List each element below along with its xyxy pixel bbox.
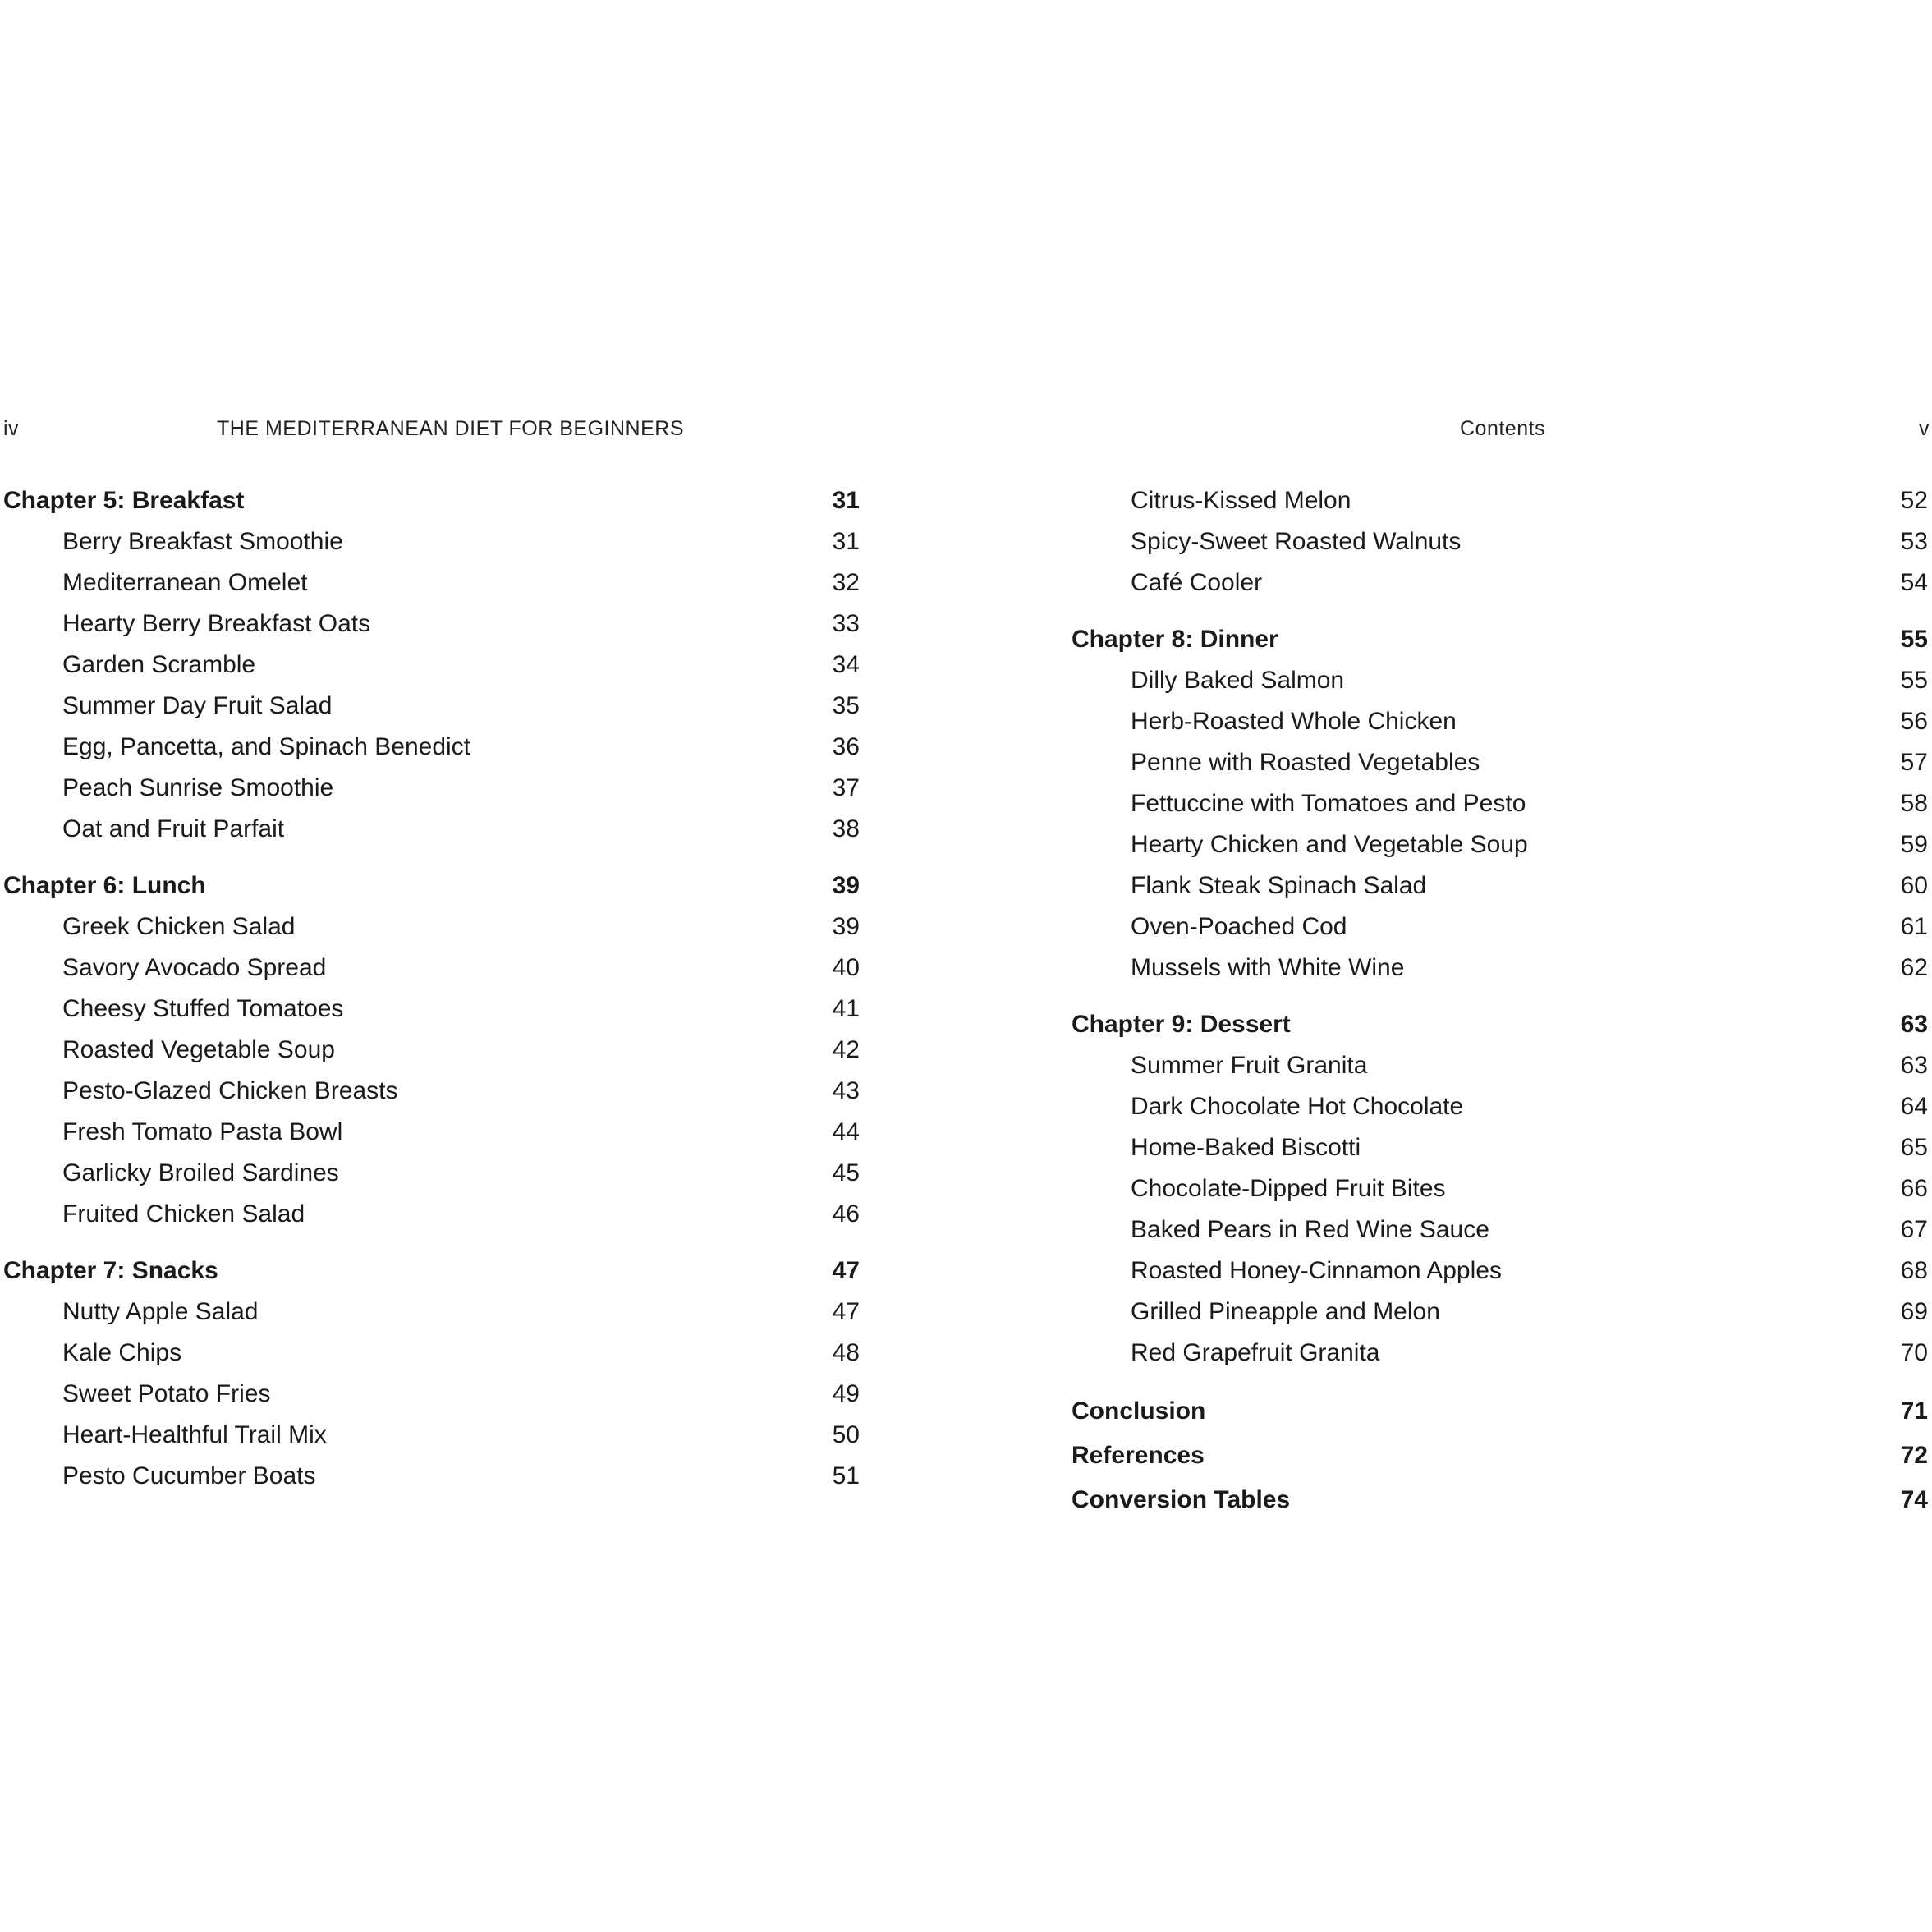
- backmatter-entry-references[interactable]: [1072, 1434, 1928, 1478]
- toc-entry[interactable]: [1072, 1127, 1928, 1168]
- entry-title: Café Cooler: [1131, 569, 1263, 596]
- entry-page-number: 35: [832, 692, 860, 719]
- entry-page-number: 68: [1900, 1257, 1928, 1284]
- chapter-heading[interactable]: [3, 480, 860, 521]
- toc-entry[interactable]: [3, 989, 860, 1030]
- toc-entry[interactable]: [1072, 1168, 1928, 1209]
- entry-page-number: 60: [1900, 872, 1928, 899]
- entry-page-number: 52: [1900, 487, 1928, 514]
- entry-page-number: 55: [1900, 667, 1928, 694]
- entry-title: Baked Pears in Red Wine Sauce: [1131, 1216, 1489, 1243]
- entry-page-number: 53: [1900, 528, 1928, 555]
- toc-entry[interactable]: [1072, 1086, 1928, 1127]
- toc-entry[interactable]: [1072, 824, 1928, 865]
- entry-page-number: 36: [832, 733, 860, 760]
- left-running-title: THE MEDITERRANEAN DIET FOR BEGINNERS: [217, 417, 684, 440]
- toc-entry[interactable]: [3, 1153, 860, 1194]
- toc-entry[interactable]: [3, 1030, 860, 1071]
- chapter-title: Chapter 6: Lunch: [3, 872, 206, 899]
- chapter-page-number: 47: [832, 1257, 860, 1284]
- entry-title: Garlicky Broiled Sardines: [62, 1159, 339, 1186]
- toc-entry[interactable]: [1072, 1292, 1928, 1333]
- toc-entry[interactable]: [1072, 1333, 1928, 1374]
- entry-title: Mediterranean Omelet: [62, 569, 308, 596]
- toc-entry[interactable]: [3, 1071, 860, 1112]
- entry-page-number: 67: [1900, 1216, 1928, 1243]
- toc-entry[interactable]: [3, 906, 860, 948]
- entry-title: Dilly Baked Salmon: [1131, 667, 1345, 694]
- entry-title: Egg, Pancetta, and Spinach Benedict: [62, 733, 471, 760]
- chapter-title: Chapter 7: Snacks: [3, 1257, 218, 1284]
- entry-page-number: 40: [832, 954, 860, 981]
- entry-page-number: 39: [832, 913, 860, 940]
- entry-title: Cheesy Stuffed Tomatoes: [62, 995, 344, 1022]
- entry-title: Pesto-Glazed Chicken Breasts: [62, 1077, 398, 1104]
- entry-page-number: 54: [1900, 569, 1928, 596]
- toc-entry[interactable]: [3, 645, 860, 686]
- entry-title: Garden Scramble: [62, 651, 256, 678]
- entry-page-number: 70: [1900, 1339, 1928, 1366]
- entry-title: Citrus-Kissed Melon: [1131, 487, 1351, 514]
- toc-section-dessert: [1072, 1004, 1928, 1374]
- toc-entry[interactable]: [1072, 480, 1928, 521]
- entry-title: Grilled Pineapple and Melon: [1131, 1298, 1440, 1325]
- entry-page-number: 49: [832, 1380, 860, 1407]
- toc-entry[interactable]: [3, 1456, 860, 1497]
- entry-page-number: 56: [1900, 708, 1928, 735]
- entry-title: Flank Steak Spinach Salad: [1131, 872, 1427, 899]
- entry-page-number: 41: [832, 995, 860, 1022]
- backmatter-title: References: [1072, 1442, 1205, 1469]
- entry-title: Hearty Chicken and Vegetable Soup: [1131, 831, 1528, 858]
- entry-page-number: 51: [832, 1462, 860, 1489]
- entry-title: Nutty Apple Salad: [62, 1298, 259, 1325]
- toc-entry[interactable]: [1072, 562, 1928, 603]
- chapter-heading[interactable]: [3, 865, 860, 906]
- toc-entry[interactable]: [1072, 742, 1928, 783]
- backmatter-entry-conversion-tables[interactable]: [1072, 1478, 1928, 1522]
- entry-page-number: 61: [1900, 913, 1928, 940]
- entry-title: Fruited Chicken Salad: [62, 1200, 305, 1228]
- toc-entry[interactable]: [3, 603, 860, 645]
- backmatter-title: Conversion Tables: [1072, 1486, 1291, 1513]
- chapter-heading[interactable]: [1072, 1004, 1928, 1045]
- entry-title: Summer Fruit Granita: [1131, 1052, 1368, 1079]
- right-page-number: v: [1919, 417, 1930, 440]
- toc-entry[interactable]: [1072, 660, 1928, 701]
- toc-entry[interactable]: [1072, 521, 1928, 562]
- entry-page-number: 63: [1900, 1052, 1928, 1079]
- backmatter-page-number: 72: [1900, 1442, 1928, 1469]
- entry-title: Home-Baked Biscotti: [1131, 1134, 1361, 1161]
- chapter-heading[interactable]: [1072, 619, 1928, 660]
- entry-page-number: 66: [1900, 1175, 1928, 1202]
- toc-section-snacks: [3, 1251, 860, 1497]
- entry-page-number: 47: [832, 1298, 860, 1325]
- entry-page-number: 69: [1900, 1298, 1928, 1325]
- toc-entry[interactable]: [3, 1194, 860, 1235]
- chapter-page-number: 31: [832, 487, 860, 514]
- toc-entry[interactable]: [3, 809, 860, 850]
- toc-entry[interactable]: [3, 727, 860, 768]
- entry-title: Herb-Roasted Whole Chicken: [1131, 708, 1457, 735]
- entry-title: Roasted Vegetable Soup: [62, 1036, 335, 1063]
- left-toc-column: [3, 480, 860, 1512]
- entry-page-number: 59: [1900, 831, 1928, 858]
- toc-entry[interactable]: [1072, 783, 1928, 824]
- toc-backmatter: [1072, 1389, 1928, 1522]
- toc-entry[interactable]: [1072, 906, 1928, 948]
- backmatter-page-number: 74: [1900, 1486, 1928, 1513]
- entry-page-number: 46: [832, 1200, 860, 1228]
- chapter-heading[interactable]: [3, 1251, 860, 1292]
- entry-title: Chocolate-Dipped Fruit Bites: [1131, 1175, 1446, 1202]
- toc-entry[interactable]: [3, 1374, 860, 1415]
- entry-page-number: 62: [1900, 954, 1928, 981]
- toc-entry[interactable]: [3, 1415, 860, 1456]
- entry-page-number: 57: [1900, 749, 1928, 776]
- entry-page-number: 42: [832, 1036, 860, 1063]
- entry-title: Berry Breakfast Smoothie: [62, 528, 343, 555]
- entry-title: Kale Chips: [62, 1339, 182, 1366]
- chapter-page-number: 63: [1900, 1011, 1928, 1038]
- entry-title: Spicy-Sweet Roasted Walnuts: [1131, 528, 1462, 555]
- right-running-title: Contents: [1460, 417, 1546, 440]
- toc-entry[interactable]: [3, 1333, 860, 1374]
- entry-page-number: 37: [832, 774, 860, 801]
- entry-page-number: 45: [832, 1159, 860, 1186]
- chapter-title: Chapter 5: Breakfast: [3, 487, 245, 514]
- entry-title: Penne with Roasted Vegetables: [1131, 749, 1480, 776]
- entry-title: Summer Day Fruit Salad: [62, 692, 333, 719]
- entry-page-number: 65: [1900, 1134, 1928, 1161]
- entry-title: Red Grapefruit Granita: [1131, 1339, 1380, 1366]
- entry-title: Fresh Tomato Pasta Bowl: [62, 1118, 343, 1145]
- entry-title: Greek Chicken Salad: [62, 913, 296, 940]
- entry-page-number: 34: [832, 651, 860, 678]
- entry-title: Fettuccine with Tomatoes and Pesto: [1131, 790, 1526, 817]
- toc-entry[interactable]: [1072, 1209, 1928, 1251]
- toc-entry[interactable]: [1072, 948, 1928, 989]
- toc-entry[interactable]: [3, 1112, 860, 1153]
- entry-page-number: 38: [832, 815, 860, 842]
- entry-title: Oven-Poached Cod: [1131, 913, 1347, 940]
- entry-title: Roasted Honey-Cinnamon Apples: [1131, 1257, 1502, 1284]
- entry-page-number: 33: [832, 610, 860, 637]
- toc-entry[interactable]: [3, 768, 860, 809]
- toc-entry[interactable]: [1072, 1045, 1928, 1086]
- toc-entry[interactable]: [1072, 1251, 1928, 1292]
- backmatter-page-number: 71: [1900, 1397, 1928, 1425]
- entry-page-number: 31: [832, 528, 860, 555]
- entry-page-number: 32: [832, 569, 860, 596]
- entry-title: Savory Avocado Spread: [62, 954, 327, 981]
- entry-title: Oat and Fruit Parfait: [62, 815, 285, 842]
- chapter-title: Chapter 8: Dinner: [1072, 626, 1278, 653]
- left-page-number: iv: [3, 417, 20, 440]
- entry-title: Sweet Potato Fries: [62, 1380, 271, 1407]
- entry-page-number: 48: [832, 1339, 860, 1366]
- entry-page-number: 44: [832, 1118, 860, 1145]
- entry-page-number: 64: [1900, 1093, 1928, 1120]
- chapter-page-number: 55: [1900, 626, 1928, 653]
- toc-section-lunch: [3, 865, 860, 1235]
- toc-entry[interactable]: [3, 1292, 860, 1333]
- entry-title: Pesto Cucumber Boats: [62, 1462, 316, 1489]
- entry-title: Hearty Berry Breakfast Oats: [62, 610, 371, 637]
- entry-page-number: 43: [832, 1077, 860, 1104]
- toc-section-breakfast: [3, 480, 860, 850]
- toc-section-snacks-continued: [1072, 480, 1928, 603]
- entry-title: Heart-Healthful Trail Mix: [62, 1421, 327, 1448]
- chapter-page-number: 39: [832, 872, 860, 899]
- entry-page-number: 50: [832, 1421, 860, 1448]
- toc-entry[interactable]: [3, 686, 860, 727]
- toc-entry[interactable]: [1072, 865, 1928, 906]
- toc-entry[interactable]: [1072, 701, 1928, 742]
- toc-entry[interactable]: [3, 521, 860, 562]
- entry-page-number: 58: [1900, 790, 1928, 817]
- toc-section-dinner: [1072, 619, 1928, 989]
- backmatter-entry-conclusion[interactable]: [1072, 1389, 1928, 1434]
- right-toc-column: [1072, 480, 1928, 1538]
- entry-title: Mussels with White Wine: [1131, 954, 1405, 981]
- toc-entry[interactable]: [3, 948, 860, 989]
- toc-entry[interactable]: [3, 562, 860, 603]
- entry-title: Dark Chocolate Hot Chocolate: [1131, 1093, 1464, 1120]
- chapter-title: Chapter 9: Dessert: [1072, 1011, 1291, 1038]
- backmatter-title: Conclusion: [1072, 1397, 1206, 1425]
- entry-title: Peach Sunrise Smoothie: [62, 774, 334, 801]
